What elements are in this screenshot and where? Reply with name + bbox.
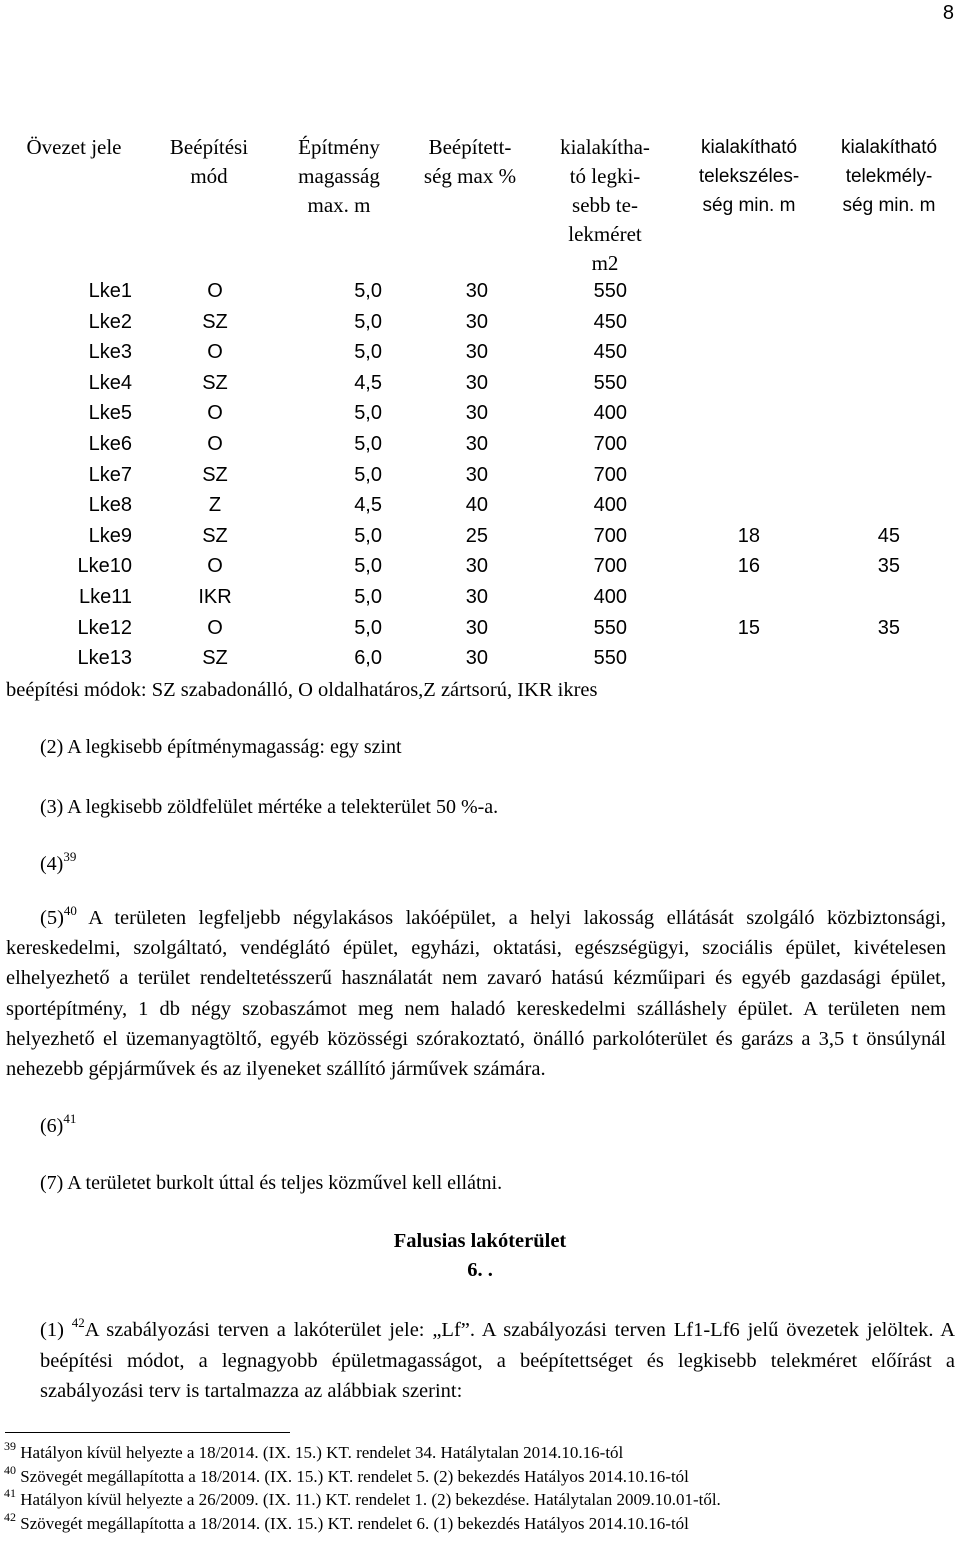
paragraph-2: (2) A legkisebb építménymagasság: egy szint: [40, 736, 402, 758]
table-row: [0, 617, 960, 647]
table-cell: 550: [593, 371, 627, 394]
table-cell: 30: [465, 341, 488, 364]
table-cell: 450: [593, 341, 627, 364]
table-row: [0, 555, 960, 585]
table-cell: 25: [465, 524, 488, 547]
table-cell: Lke10: [77, 555, 132, 578]
table-cell: O: [207, 341, 223, 364]
header-min-plot-width: kialakítható telekszéles- ség min. m: [698, 137, 800, 216]
table-cell: 550: [593, 280, 627, 302]
table-cell: 35: [877, 616, 900, 639]
table-cell: 700: [593, 524, 627, 547]
table-cell: 30: [465, 647, 488, 670]
table-cell: 30: [465, 433, 488, 455]
table-cell: SZ: [202, 371, 228, 394]
table-row: [0, 433, 960, 463]
table-cell: 5,0: [354, 433, 382, 455]
paragraph-3: (3) A legkisebb zöldfelület mértéke a telekterület 50 %-a.: [40, 796, 499, 818]
footnote: [4, 1439, 624, 1463]
table-cell: 30: [465, 555, 488, 578]
table-cell: O: [207, 616, 223, 639]
table-cell: 30: [465, 402, 488, 425]
table-row: [0, 586, 960, 616]
table-row: [0, 494, 960, 524]
section-title: Falusias lakóterület: [393, 1230, 567, 1252]
table-cell: 5,0: [354, 463, 382, 486]
table-cell: IKR: [198, 586, 232, 608]
table-cell: 30: [465, 310, 488, 333]
table-cell: O: [207, 555, 223, 578]
table-row: [0, 280, 960, 310]
footnote-divider: [5, 1432, 290, 1433]
table-cell: 4,5: [354, 371, 382, 394]
table-cell: 45: [877, 524, 900, 547]
table-cell: O: [207, 280, 223, 302]
table-cell: 400: [593, 494, 627, 517]
table-row: [0, 525, 960, 555]
table-cell: Lke2: [88, 310, 132, 333]
table-cell: O: [207, 433, 223, 455]
table-cell: 5,0: [354, 616, 382, 639]
table-cell: Lke12: [77, 616, 132, 639]
table-cell: 400: [593, 402, 627, 425]
table-cell: 4,5: [354, 494, 382, 517]
table-row: [0, 464, 960, 494]
table-cell: SZ: [202, 310, 228, 333]
table-cell: 40: [465, 494, 488, 517]
table-cell: 30: [465, 586, 488, 608]
footnote-number: 41: [4, 1486, 16, 1500]
header-min-plot-depth: kialakítható telekmély- ség min. m: [840, 137, 938, 216]
table-cell: 5,0: [354, 341, 382, 364]
table-row: [0, 402, 960, 432]
footnote-text: Szövegét megállapította a 18/2014. (IX. 15.) KT. rendelet 5. (2) bekezdés Hatályos 2014.10.16-tól: [16, 1466, 689, 1486]
table-cell: 550: [593, 616, 627, 639]
page-number: 8: [942, 2, 954, 24]
table-cell: O: [207, 402, 223, 425]
table-cell: 5,0: [354, 586, 382, 608]
table-cell: 700: [593, 433, 627, 455]
table-cell: Lke3: [88, 341, 132, 364]
building-modes-note: beépítési módok: SZ szabadonálló, O oldalhatáros,Z zártsorú, IKR ikres: [6, 679, 598, 701]
table-cell: 30: [465, 280, 488, 302]
table-row: [0, 372, 960, 402]
table-cell: 18: [737, 524, 760, 547]
table-cell: 30: [465, 616, 488, 639]
table-cell: 15: [737, 616, 760, 639]
table-cell: 6,0: [354, 647, 382, 670]
footnote-text: Hatályon kívül helyezte a 26/2009. (IX. 11.) KT. rendelet 1. (2) bekezdése. Hatálytalan 2009.10.01-től.: [16, 1490, 721, 1509]
table-cell: Lke4: [88, 371, 132, 394]
table-row: [0, 311, 960, 341]
table-cell: Z: [208, 494, 222, 517]
table-cell: Lke13: [77, 647, 132, 670]
table-cell: 700: [593, 555, 627, 578]
table-cell: 5,0: [354, 310, 382, 333]
paragraph-5: $(5)^{40}$ A területen legfeljebb négylakásos lakóépület, a helyi lakosság ellátását szolgáló közbiztonsági, kereskedelmi, szolgáltató, vendéglátó épület, egyházi, oktatási, egészségügyi, szociális épület, kivételesen elhelyezhető a terület rendeltetésszerű használatát nem zavaró hatású kézműipari és egyéb gazdasági épület, sportépítmény, 1 db négy szobaszámot meg nem haladó kereskedelmi szálláshely épület. A területen nem helyezhető el üzemanyagtöltő, egyéb közösségi szórakoztató, önálló parkolóterület és garázs a 3,5 t önsúlynál nehezebb gépjárművek és az ilyeneket szállító járművek számára.: [6, 903, 946, 1081]
table-row: [0, 341, 960, 371]
footnote-ref-41[interactable]: 41: [63, 1111, 77, 1126]
table-cell: 400: [593, 586, 627, 608]
footnote: [4, 1462, 689, 1487]
footnote-number: 42: [4, 1509, 16, 1524]
paragraph-6: $(6)^{41}$: [40, 1111, 77, 1137]
table-cell: Lke1: [88, 280, 132, 302]
table-cell: SZ: [202, 524, 228, 547]
footnote-text: Hatályon kívül helyezte a 18/2014. (IX. 15.) KT. rendelet 34. Hatálytalan 2014.10.16-tól: [16, 1443, 624, 1462]
table-cell: 16: [737, 555, 760, 578]
paragraph-4: $(4)^{39}$: [40, 849, 77, 875]
footnote-ref-39[interactable]: 39: [63, 849, 77, 864]
footnote-number: 40: [4, 1462, 16, 1477]
footnote: [4, 1509, 689, 1534]
header-zone-code: Övezet jele: [26, 135, 122, 159]
header-building-mode: Beépítési mód: [169, 135, 249, 188]
table-cell: Lke8: [88, 494, 132, 517]
table-cell: 450: [593, 310, 627, 333]
footnote-ref-42[interactable]: 42: [71, 1315, 85, 1330]
footnote-ref-40[interactable]: 40: [63, 903, 77, 918]
section-number: 6. .: [467, 1259, 493, 1281]
paragraph-7: (7) A területet burkolt úttal és teljes közművel kell ellátni.: [40, 1172, 503, 1194]
table-cell: 550: [593, 647, 627, 670]
table-cell: 5,0: [354, 402, 382, 425]
table-cell: 5,0: [354, 280, 382, 302]
table-cell: Lke7: [88, 463, 132, 486]
table-cell: SZ: [202, 647, 228, 670]
table-cell: 700: [593, 463, 627, 486]
footnote-text: Szövegét megállapította a 18/2014. (IX. 15.) KT. rendelet 6. (1) bekezdés Hatályos 2014.10.16-tól: [16, 1513, 689, 1533]
table-cell: SZ: [202, 463, 228, 486]
table-row: [0, 647, 960, 677]
section-6-paragraph-1: (1) $^{42}$A szabályozási terven a lakóterület jele: „Lf”. A szabályozási terven Lf1-Lf6 jelű övezetek jelöltek. A beépítési módot, a legnagyobb épületmagasságot, a beépítettséget és legkisebb telekméret előírást a szabályozási terv is tartalmazza az alábbiak szerint:: [40, 1315, 955, 1402]
table-cell: 30: [465, 463, 488, 486]
footnote-number: 39: [4, 1439, 16, 1453]
footnote: [4, 1486, 721, 1510]
header-min-plot-size: kialakítha- tó legki- sebb te- lekméret m2: [560, 135, 650, 275]
header-built-ratio: Beépített- ség max %: [423, 135, 517, 188]
table-cell: Lke11: [78, 586, 132, 608]
table-cell: 5,0: [354, 555, 382, 578]
header-building-height: Építmény magasság max. m: [298, 135, 380, 217]
table-cell: 5,0: [354, 524, 382, 547]
table-cell: 35: [877, 555, 900, 578]
table-cell: Lke5: [88, 402, 132, 425]
table-cell: 30: [465, 371, 488, 394]
table-cell: Lke6: [88, 433, 132, 455]
table-cell: Lke9: [88, 524, 132, 547]
